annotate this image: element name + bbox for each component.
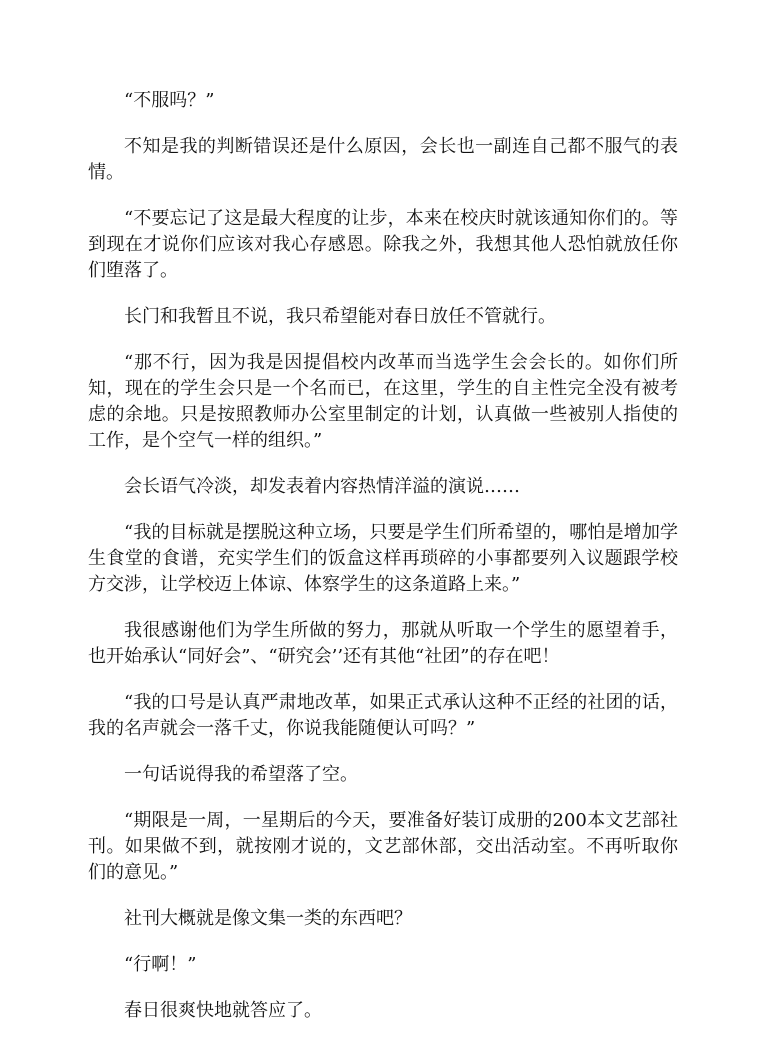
- paragraph: 会长语气冷淡，却发表着内容热情洋溢的演说……: [124, 476, 520, 497]
- paragraph: 不知是我的判断错误还是什么原因，会长也一副连自己都不服气的表情。: [88, 136, 678, 183]
- paragraph: “我的口号是认真严肃地改革，如果正式承认这种不正经的社团的话，我的名声就会一落千丈，你说我能随便认可吗？”: [88, 692, 678, 739]
- paragraph: “行啊！”: [124, 954, 197, 975]
- paragraph: “我的目标就是摆脱这种立场，只要是学生们所希望的，哪怕是增加学生食堂的食谱，充实学生们的饭盒这样再琐碎的小事都要列入议题跟学校方交涉，让学校迈上体谅、体察学生的这条道路上来。”: [88, 522, 678, 595]
- paragraph: “不要忘记了这是最大程度的让步，本来在校庆时就该通知你们的。等到现在才说你们应该对我心存感恩。除我之外，我想其他人恐怕就放任你们堕落了。: [88, 208, 678, 281]
- paragraph: 一句话说得我的希望落了空。: [124, 764, 358, 785]
- paragraph: 春日很爽快地就答应了。: [124, 1000, 322, 1021]
- body-text: [88, 88, 678, 1044]
- paragraph: “那不行，因为我是因提倡校内改革而当选学生会会长的。如你们所知，现在的学生会只是一个名而已，在这里，学生的自主性完全没有被考虑的余地。只是按照教师办公室里制定的计划，认真做一些被别人指使的工作，是个空气一样的组织。”: [88, 352, 678, 451]
- paragraph: “不服吗？”: [124, 90, 215, 111]
- paragraph: 长门和我暂且不说，我只希望能对春日放任不管就行。: [124, 306, 556, 327]
- paragraph: “期限是一周，一星期后的今天，要准备好装订成册的200本文艺部社刊。如果做不到，就按刚才说的，文艺部休部，交出活动室。不再听取你们的意见。”: [88, 810, 678, 883]
- paragraph: 我很感谢他们为学生所做的努力，那就从听取一个学生的愿望着手，也开始承认“同好会”、“研究会’’还有其他“社团”的存在吧！: [88, 620, 678, 667]
- paragraph: 社刊大概就是像文集一类的东西吧？: [124, 908, 412, 929]
